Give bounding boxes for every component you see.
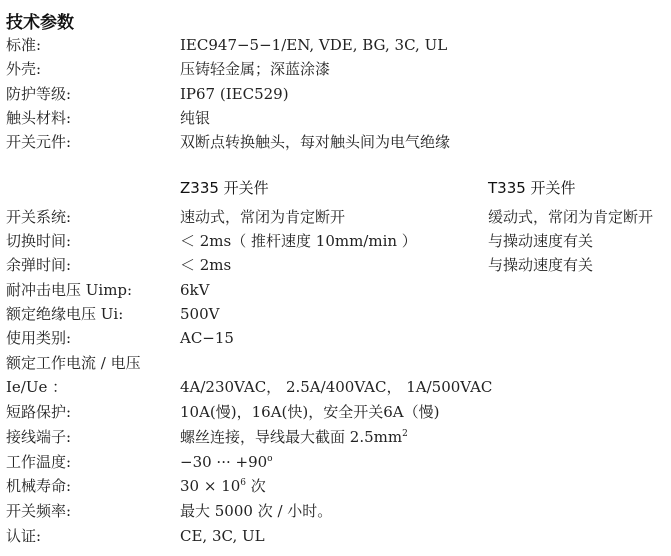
spec-value-z335: ＜ 2ms: [180, 256, 232, 274]
spec-value-z335: AC−15: [180, 329, 234, 347]
spec-row-short-circuit: [0, 400, 671, 424]
spec-row-standard: [0, 33, 671, 57]
spec-row-rated-current: [0, 375, 671, 399]
column-header-t335: T335 开关件: [488, 179, 576, 197]
spec-row-mechanical-life: [0, 474, 671, 498]
spec-row-operating-temp: [0, 450, 671, 474]
spec-value-t335: 与操动速度有关: [488, 232, 594, 250]
spec-value: 4A/230VAC， 2.5A/400VAC， 1A/500VAC: [180, 378, 493, 396]
spec-label: 接线端子:: [6, 428, 72, 446]
spec-label: 机械寿命:: [6, 477, 72, 495]
spec-label: 开关系统:: [6, 208, 72, 226]
spec-label: 标准:: [6, 36, 42, 54]
spec-row-housing: [0, 57, 671, 81]
spec-value: −30 ··· $+90^o$: [180, 453, 273, 471]
spec-row-switch-system: [0, 205, 671, 229]
spec-label: 余弹时间:: [6, 256, 72, 274]
spec-value: 10A(慢)，16A(快)，安全开关6A（慢): [180, 403, 440, 421]
spec-row-switch-element: [0, 130, 671, 154]
spec-label: 开关频率:: [6, 502, 72, 520]
spec-value: 纯银: [180, 109, 211, 127]
spec-label: 切换时间:: [6, 232, 72, 250]
spec-row-switch-frequency: [0, 499, 671, 523]
spec-label: 短路保护:: [6, 403, 72, 421]
spec-value: IP67 (IEC529): [180, 85, 289, 103]
spec-value-t335: 缓动式，常闭为肯定断开: [488, 208, 654, 226]
spec-label: 耐冲击电压 Uimp:: [6, 281, 133, 299]
spec-label: 认证:: [6, 527, 42, 545]
spec-row-rated-current-label: [0, 351, 671, 375]
spec-value: 双断点转换触头，每对触头间为电气绝缘: [180, 133, 451, 151]
spec-label: 额定绝缘电压 Ui:: [6, 305, 124, 323]
spec-label: 防护等级:: [6, 85, 72, 103]
spec-row-impulse-voltage: [0, 278, 671, 302]
spec-row-utilization-category: [0, 326, 671, 350]
spec-label: 触头材料:: [6, 109, 72, 127]
spec-value: $30 \times 10^6$ 次: [180, 477, 266, 495]
spec-value-z335: ＜ 2ms（ 推杆速度 10mm/min ）: [180, 232, 417, 250]
spec-label: 额定工作电流 / 电压: [6, 354, 141, 372]
spec-value-z335: 6kV: [180, 281, 210, 299]
page-title: 技术参数: [6, 13, 74, 33]
spec-label: 外壳:: [6, 60, 42, 78]
spec-value-t335: 与操动速度有关: [488, 256, 594, 274]
spec-value: 螺丝连接，导线最大截面 $2.5mm^2$: [180, 428, 408, 446]
spec-value: 压铸轻金属；深蓝涂漆: [180, 60, 331, 78]
spec-row-certification: [0, 524, 671, 548]
spec-label: 使用类别:: [6, 329, 72, 347]
spec-label: 开关元件:: [6, 133, 72, 151]
spec-label: Ie/Ue ：: [6, 378, 68, 396]
spec-row-switch-time: [0, 229, 671, 253]
spec-value: CE, 3C, UL: [180, 527, 265, 545]
spec-value-z335: 速动式，常闭为肯定断开: [180, 208, 346, 226]
spec-value: 最大 5000 次 / 小时。: [180, 502, 333, 520]
spec-row-terminals: [0, 425, 671, 449]
spec-label: 工作温度:: [6, 453, 72, 471]
spec-row-protection: [0, 82, 671, 106]
column-header-z335: Z335 开关件: [180, 179, 269, 197]
spec-row-contact-material: [0, 106, 671, 130]
spec-row-bounce-time: [0, 253, 671, 277]
spec-row-insulation-voltage: [0, 302, 671, 326]
spec-value: IEC947−5−1/EN, VDE, BG, 3C, UL: [180, 36, 448, 54]
spec-value-z335: 500V: [180, 305, 220, 323]
